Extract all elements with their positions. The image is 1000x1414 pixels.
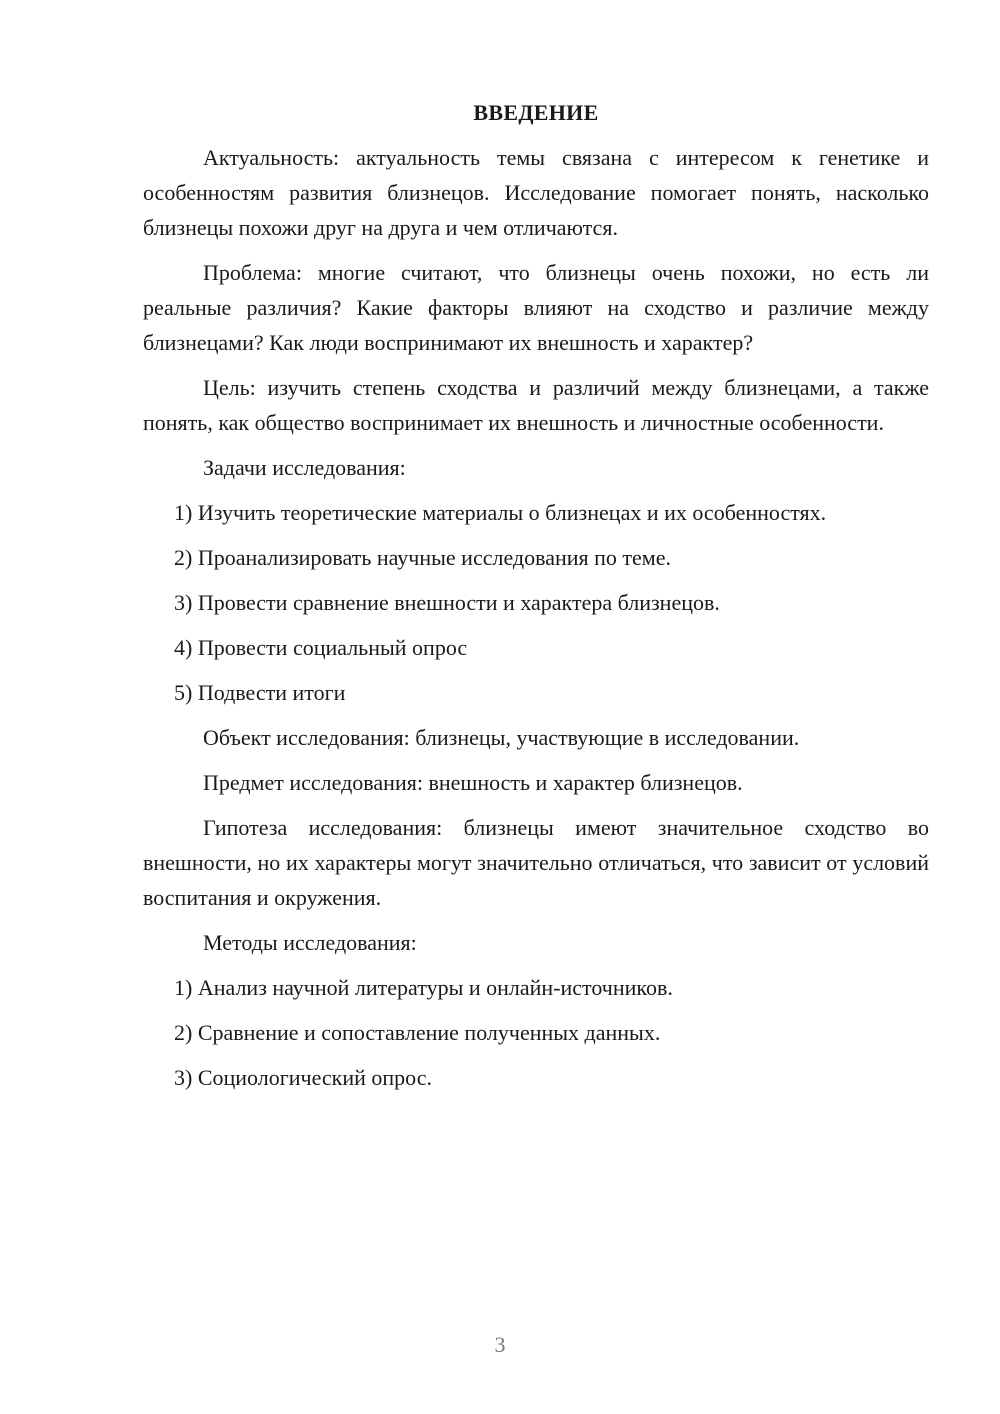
document-page: [143, 95, 929, 1105]
list-item: 3) Провести сравнение внешности и характера близнецов.: [174, 590, 720, 615]
goal-paragraph: Цель: изучить степень сходства и различий между близнецами, а также понять, как общество воспринимает их внешность и личностные особенности.: [143, 375, 929, 435]
methods-heading: Методы исследования:: [203, 930, 417, 955]
tasks-list: [143, 495, 929, 710]
relevance-paragraph: Актуальность: актуальность темы связана с интересом к генетике и особенностям развития близнецов. Исследование помогает понять, насколько близнецы похожи друг на друга и чем отличаются.: [143, 145, 929, 240]
hypothesis-paragraph: Гипотеза исследования: близнецы имеют значительное сходство во внешности, но их характеры могут значительно отличаться, что зависит от условий воспитания и окружения.: [143, 815, 929, 910]
page-number: 3: [494, 1332, 506, 1357]
list-item: 5) Подвести итоги: [174, 680, 346, 705]
section-title: ВВЕДЕНИЕ: [473, 100, 599, 125]
object-paragraph: Объект исследования: близнецы, участвующие в исследовании.: [203, 725, 800, 750]
subject-paragraph: Предмет исследования: внешность и характер близнецов.: [203, 770, 743, 795]
list-item: 2) Сравнение и сопоставление полученных данных.: [174, 1020, 661, 1045]
tasks-heading: Задачи исследования:: [203, 455, 406, 480]
list-item: 4) Провести социальный опрос: [174, 635, 468, 660]
list-item: 3) Социологический опрос.: [174, 1065, 432, 1090]
list-item: 1) Изучить теоретические материалы о близнецах и их особенностях.: [174, 500, 827, 525]
list-item: 1) Анализ научной литературы и онлайн-источников.: [174, 975, 673, 1000]
list-item: 2) Проанализировать научные исследования по теме.: [174, 545, 671, 570]
problem-paragraph: Проблема: многие считают, что близнецы очень похожи, но есть ли реальные различия? Какие факторы влияют на сходство и различие между близнецами? Как люди воспринимают их внешность и характер?: [143, 260, 929, 355]
methods-list: [143, 970, 929, 1095]
